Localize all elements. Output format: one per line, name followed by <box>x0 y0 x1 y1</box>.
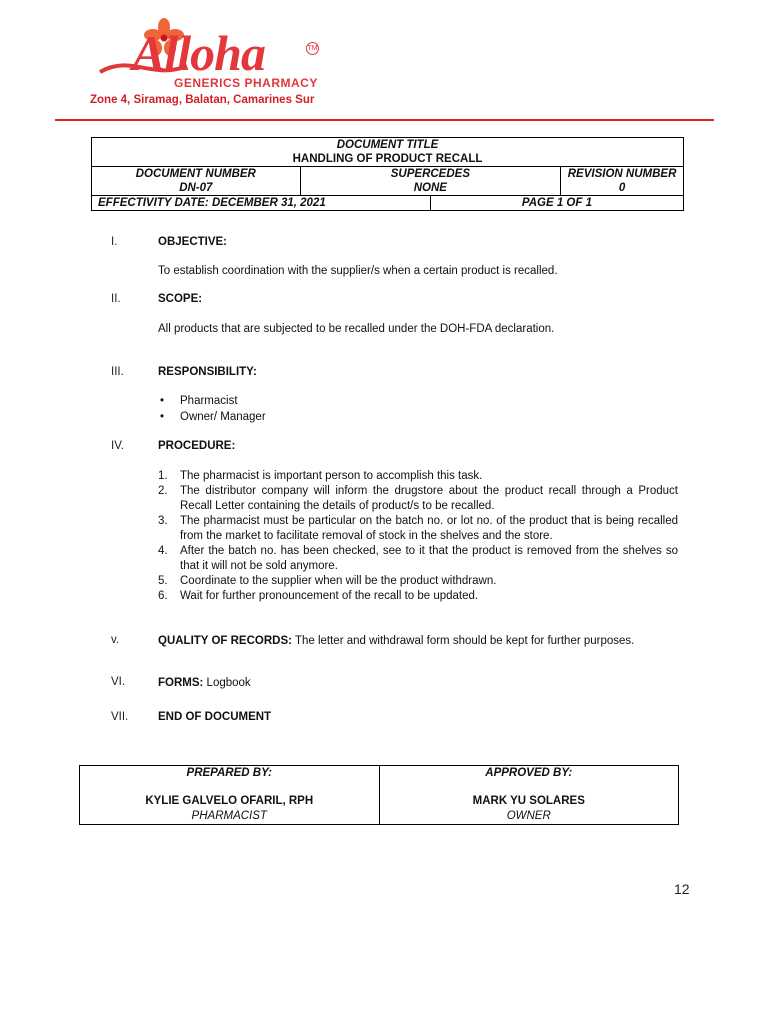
document-title-cell <box>92 138 684 167</box>
prepared-by-name: KYLIE GALVELO OFARIL, RPH <box>145 795 314 807</box>
scope-text: All products that are subjected to be recalled under the DOH-FDA declaration. <box>158 323 555 335</box>
section-number: VII. <box>111 711 129 723</box>
document-number-cell <box>92 167 301 196</box>
logo-tagline: GENERICS PHARMACY <box>174 76 318 90</box>
step-text: Wait for further pronouncement of the recall to be updated. <box>180 590 479 602</box>
step-number: 1. <box>158 470 168 482</box>
document-title-label: DOCUMENT TITLE <box>336 139 439 151</box>
step-number: 3. <box>158 515 168 527</box>
supercedes-label: SUPERCEDES <box>390 168 470 180</box>
section-heading: PROCEDURE: <box>158 440 236 452</box>
revision-number-cell <box>561 167 684 196</box>
section-number: I. <box>111 236 118 248</box>
page-number: 12 <box>674 881 690 897</box>
procedure-step <box>158 589 678 604</box>
pharmacy-logo <box>92 18 332 92</box>
procedure-step <box>158 574 678 589</box>
step-text: The pharmacist must be particular on the batch no. or lot no. of the product that is being recalled from the market to facilitate removal of stock in the shelves and the store. <box>180 515 678 542</box>
revision-number-label: REVISION NUMBER <box>567 168 677 180</box>
step-number: 2. <box>158 485 168 497</box>
approved-by-cell <box>379 766 679 825</box>
supercedes-cell <box>300 167 561 196</box>
forms-line <box>158 676 678 691</box>
document-header-table <box>91 137 684 211</box>
quality-text: The letter and withdrawal form should be kept for further purposes. <box>291 635 635 647</box>
pharmacy-address: Zone 4, Siramag, Balatan, Camarines Sur <box>90 94 315 106</box>
list-item: • Pharmacist <box>158 394 266 410</box>
signature-table <box>79 765 679 825</box>
document-title-value: HANDLING OF PRODUCT RECALL <box>292 153 483 165</box>
document-number-value: DN-07 <box>179 182 213 194</box>
procedure-steps <box>158 469 678 604</box>
section-heading: OBJECTIVE: <box>158 236 228 248</box>
section-heading: FORMS: <box>158 677 204 689</box>
section-heading: QUALITY OF RECORDS: <box>158 635 292 647</box>
step-number: 5. <box>158 575 168 587</box>
logo-wordmark: Alloha <box>132 25 265 81</box>
step-text: The pharmacist is important person to accomplish this task. <box>180 470 483 482</box>
prepared-by-cell <box>80 766 380 825</box>
section-number: VI. <box>111 676 126 688</box>
supercedes-value: NONE <box>413 182 447 194</box>
section-number: III. <box>111 366 124 378</box>
step-text: After the batch no. has been checked, see to it that the product is removed from the shelves so that it will not be sold anymore. <box>180 545 678 572</box>
forms-text: Logbook <box>203 677 251 689</box>
procedure-step <box>158 484 678 514</box>
procedure-step <box>158 544 678 574</box>
approved-by-title: OWNER <box>506 810 551 822</box>
prepared-by-title: PHARMACIST <box>191 810 267 822</box>
objective-text: To establish coordination with the supplier/s when a certain product is recalled. <box>158 265 558 277</box>
section-heading: RESPONSIBILITY: <box>158 366 257 378</box>
step-number: 6. <box>158 590 168 602</box>
procedure-step <box>158 514 678 544</box>
trademark-symbol: TM <box>306 42 319 55</box>
approved-by-label: APPROVED BY: <box>485 767 573 779</box>
document-number-label: DOCUMENT NUMBER <box>135 168 256 180</box>
prepared-by-label: PREPARED BY: <box>186 767 272 779</box>
procedure-step <box>158 469 678 484</box>
list-item: • Owner/ Manager <box>158 410 266 426</box>
step-text: Coordinate to the supplier when will be the product withdrawn. <box>180 575 497 587</box>
responsibility-list <box>158 394 266 425</box>
section-number: II. <box>111 293 121 305</box>
section-number: v. <box>111 634 120 646</box>
step-number: 4. <box>158 545 168 557</box>
section-number: IV. <box>111 440 125 452</box>
quality-of-records <box>158 634 678 649</box>
approved-by-name: MARK YU SOLARES <box>472 795 585 807</box>
section-heading: END OF DOCUMENT <box>158 711 272 723</box>
effectivity-date: EFFECTIVITY DATE: DECEMBER 31, 2021 <box>92 196 431 211</box>
step-text: The distributor company will inform the drugstore about the product recall through a Product Recall Letter containing the details of product/s to be recalled. <box>180 485 678 512</box>
section-heading: SCOPE: <box>158 293 203 305</box>
revision-number-value: 0 <box>618 182 626 194</box>
page-count: PAGE 1 OF 1 <box>430 196 683 211</box>
header-divider <box>55 119 714 121</box>
